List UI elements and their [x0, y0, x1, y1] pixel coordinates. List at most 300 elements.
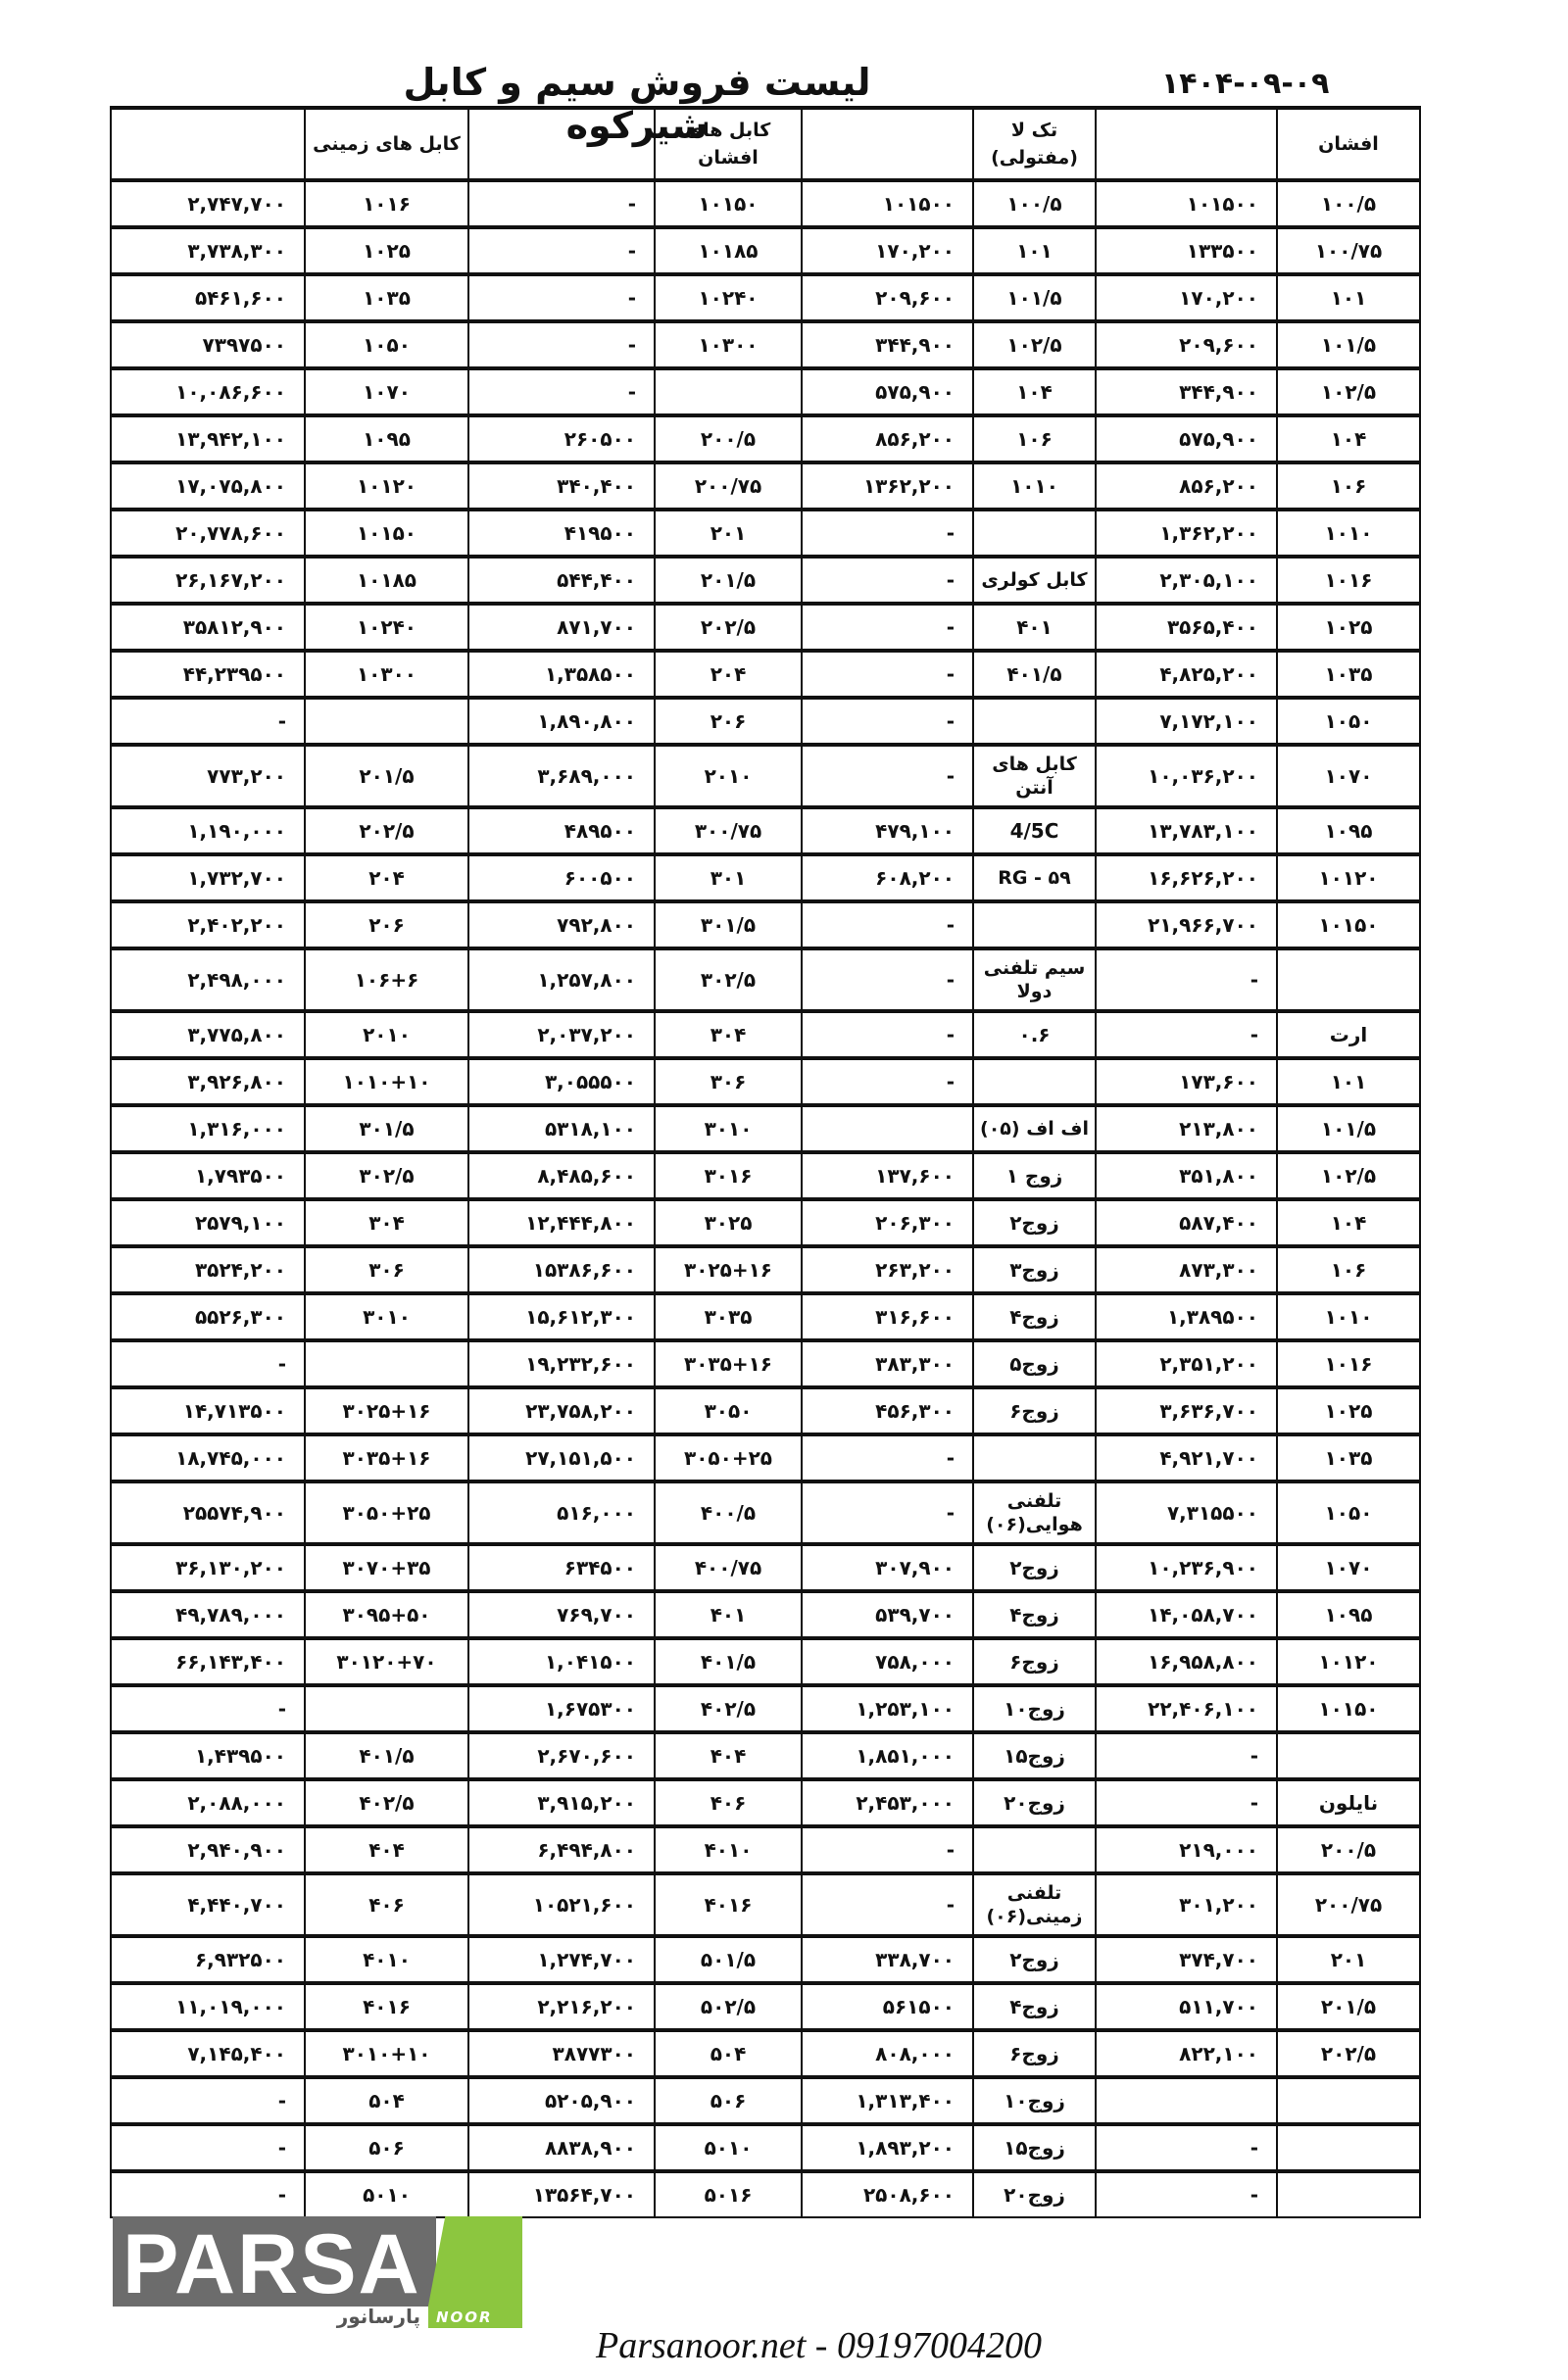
price-cell: -	[468, 274, 655, 321]
size-cell: ۲۰۰/۵	[1277, 1826, 1420, 1873]
price-cell: ۱۱,۰۱۹,۰۰۰	[111, 1983, 305, 2030]
price-cell: ۸۸۳۸,۹۰۰	[468, 2124, 655, 2171]
price-cell: ۲۶,۱۶۷,۲۰۰	[111, 557, 305, 604]
table-row	[111, 274, 1420, 321]
size-cell	[1277, 2124, 1420, 2171]
size-cell: زوج ۱	[973, 1152, 1096, 1199]
size-cell: ۳۰۴	[305, 1199, 468, 1246]
price-cell: ۶۳۴۵۰۰	[468, 1544, 655, 1591]
header-cell	[468, 108, 655, 180]
price-cell: ۳۰۷,۹۰۰	[802, 1544, 973, 1591]
price-cell: ۱,۳۶۲,۲۰۰	[1096, 510, 1277, 557]
size-cell: ۲۰۱۰	[655, 745, 802, 807]
size-cell: ۳۰۱۰	[655, 1105, 802, 1152]
price-cell: ۲۷,۱۵۱,۵۰۰	[468, 1434, 655, 1481]
size-cell: نایلون	[1277, 1779, 1420, 1826]
price-cell: ۶۰۸,۲۰۰	[802, 854, 973, 901]
size-cell: ۴۰۲/۵	[655, 1685, 802, 1732]
price-cell: ۲۲,۴۰۶,۱۰۰	[1096, 1685, 1277, 1732]
size-cell: ۱۰۱/۵	[1277, 321, 1420, 368]
size-cell: ۵۰۱/۵	[655, 1936, 802, 1983]
size-cell: اف اف (۰۵)	[973, 1105, 1096, 1152]
size-cell: ۴زوج	[973, 1293, 1096, 1340]
price-cell: ۱,۸۹۳,۲۰۰	[802, 2124, 973, 2171]
table-row	[111, 1685, 1420, 1732]
size-cell: ۱۰۴	[1277, 415, 1420, 462]
table-row	[111, 1246, 1420, 1293]
table-row	[111, 1779, 1420, 1826]
size-cell: ۵۰۱۰	[655, 2124, 802, 2171]
price-cell: ۳۴۴,۹۰۰	[1096, 368, 1277, 415]
price-cell: -	[802, 557, 973, 604]
size-cell: ۳۰۲/۵	[305, 1152, 468, 1199]
price-cell: ۷,۱۷۲,۱۰۰	[1096, 698, 1277, 745]
size-cell: ۴۰۶	[655, 1779, 802, 1826]
price-cell: ۸۵۶,۲۰۰	[802, 415, 973, 462]
table-row	[111, 1152, 1420, 1199]
header-underground-cables: کابل های زمینی	[305, 108, 468, 180]
size-cell: ۱۰۶	[973, 415, 1096, 462]
table-row	[111, 1544, 1420, 1591]
size-cell: ۱۰۶	[1277, 1246, 1420, 1293]
price-cell: ۶۰۰۵۰۰	[468, 854, 655, 901]
size-cell: ۱۰۳۰۰	[655, 321, 802, 368]
price-cell: ۸۰۸,۰۰۰	[802, 2030, 973, 2077]
table-row	[111, 854, 1420, 901]
size-cell	[1277, 1732, 1420, 1779]
price-cell: -	[1096, 1779, 1277, 1826]
table-row	[111, 948, 1420, 1011]
price-cell: ۱۷۰,۲۰۰	[802, 227, 973, 274]
price-cell: ۲,۶۷۰,۶۰۰	[468, 1732, 655, 1779]
price-cell: -	[111, 2171, 305, 2217]
table-row	[111, 604, 1420, 651]
size-cell: ۱۰۲/۵	[1277, 368, 1420, 415]
size-cell: ۳۰۶	[655, 1058, 802, 1105]
price-cell: -	[111, 698, 305, 745]
price-cell: ۵۳۱۸,۱۰۰	[468, 1105, 655, 1152]
price-cell: ۲,۴۹۸,۰۰۰	[111, 948, 305, 1011]
price-cell: ۳۰۱,۲۰۰	[1096, 1873, 1277, 1936]
size-cell	[1277, 2077, 1420, 2124]
size-cell: تلفنی هوایی(۰۶)	[973, 1481, 1096, 1544]
size-cell: ۱۰۱۵۰	[1277, 1685, 1420, 1732]
size-cell: ۴۰۱/۵	[655, 1638, 802, 1685]
price-cell: ۶,۹۳۲۵۰۰	[111, 1936, 305, 1983]
price-cell: ۷,۱۴۵,۴۰۰	[111, 2030, 305, 2077]
price-cell: ۲,۳۵۱,۲۰۰	[1096, 1340, 1277, 1387]
size-cell: ۳۰۲۵+۱۶	[655, 1246, 802, 1293]
price-cell: ۱,۲۵۷,۸۰۰	[468, 948, 655, 1011]
table-row	[111, 1293, 1420, 1340]
price-cell: ۸۲۲,۱۰۰	[1096, 2030, 1277, 2077]
size-cell: ۵۰۱۰	[305, 2171, 468, 2217]
table-header-row	[111, 108, 1420, 180]
size-cell: ۴۰۰/۷۵	[655, 1544, 802, 1591]
size-cell: ارت	[1277, 1011, 1420, 1058]
price-cell: ۳۸۳,۳۰۰	[802, 1340, 973, 1387]
price-cell: -	[468, 321, 655, 368]
size-cell: ۱۰۱۸۵	[305, 557, 468, 604]
size-cell: ۱۰۵۰	[1277, 1481, 1420, 1544]
price-cell: -	[468, 180, 655, 227]
price-cell: ۵۳۹,۷۰۰	[802, 1591, 973, 1638]
size-cell: ۲۰۰/۷۵	[1277, 1873, 1420, 1936]
size-cell: ۳۰۶	[305, 1246, 468, 1293]
table-row	[111, 368, 1420, 415]
size-cell: ۱۰۱۵۰	[1277, 901, 1420, 948]
price-cell: ۸,۴۸۵,۶۰۰	[468, 1152, 655, 1199]
size-cell: ۱۰۹۵	[1277, 1591, 1420, 1638]
price-cell: ۱,۴۳۹۵۰۰	[111, 1732, 305, 1779]
price-cell: -	[802, 901, 973, 948]
size-cell: ۱۰۷۰	[1277, 745, 1420, 807]
price-cell: ۷۷۳,۲۰۰	[111, 745, 305, 807]
size-cell: ۲۰۴	[305, 854, 468, 901]
table-row	[111, 510, 1420, 557]
size-cell: ۳۰۱۰+۱۰	[305, 2030, 468, 2077]
price-cell: ۷۹۲,۸۰۰	[468, 901, 655, 948]
size-cell: ۲۰۱/۵	[655, 557, 802, 604]
price-cell: ۱,۳۸۹۵۰۰	[1096, 1293, 1277, 1340]
price-cell: ۱۳۵۶۴,۷۰۰	[468, 2171, 655, 2217]
price-cell: ۲۱,۹۶۶,۷۰۰	[1096, 901, 1277, 948]
size-cell: ۱۰۳۵	[305, 274, 468, 321]
size-cell: ۳زوج	[973, 1246, 1096, 1293]
size-cell: ۵۰۴	[305, 2077, 468, 2124]
price-cell: ۱,۳۵۸۵۰۰	[468, 651, 655, 698]
price-cell: -	[802, 1826, 973, 1873]
price-cell: ۲۳,۷۵۸,۲۰۰	[468, 1387, 655, 1434]
price-cell: ۲۱۳,۸۰۰	[1096, 1105, 1277, 1152]
size-cell: ۱۰۷۰	[1277, 1544, 1420, 1591]
price-cell: ۲,۰۳۷,۲۰۰	[468, 1011, 655, 1058]
price-cell: ۱۰,۰۸۶,۶۰۰	[111, 368, 305, 415]
price-cell: ۱,۶۷۵۳۰۰	[468, 1685, 655, 1732]
size-cell: ۴۰۱۶	[655, 1873, 802, 1936]
size-cell: ۱۰۶	[1277, 462, 1420, 510]
price-cell: ۱۳۳۵۰۰	[1096, 227, 1277, 274]
table-row	[111, 557, 1420, 604]
price-cell: ۱۰۱۵۰۰	[1096, 180, 1277, 227]
size-cell: ۲۰۴	[655, 651, 802, 698]
size-cell: ۱۰۳۰۰	[305, 651, 468, 698]
size-cell: ۱۰۵۰	[305, 321, 468, 368]
price-cell: ۵۷۵,۹۰۰	[1096, 415, 1277, 462]
price-cell: -	[802, 698, 973, 745]
size-cell	[973, 1826, 1096, 1873]
size-cell: ۲زوج	[973, 1936, 1096, 1983]
price-cell: ۲,۴۰۲,۲۰۰	[111, 901, 305, 948]
price-cell: -	[802, 1481, 973, 1544]
price-cell: ۲۰۶,۳۰۰	[802, 1199, 973, 1246]
price-cell: ۸۷۳,۳۰۰	[1096, 1246, 1277, 1293]
size-cell: ۵زوج	[973, 1340, 1096, 1387]
size-cell: ۴زوج	[973, 1983, 1096, 2030]
size-cell: ۴۰۶	[305, 1873, 468, 1936]
size-cell	[1277, 2171, 1420, 2217]
size-cell	[973, 901, 1096, 948]
price-cell: ۲۶۰۵۰۰	[468, 415, 655, 462]
size-cell: ۲۰۶	[305, 901, 468, 948]
size-cell: ۱۰۶+۶	[305, 948, 468, 1011]
logo-wordmark: PARSA	[122, 2217, 421, 2311]
table-row	[111, 2124, 1420, 2171]
size-cell: ۲۰۱/۵	[305, 745, 468, 807]
price-cell: ۱۷۳,۶۰۰	[1096, 1058, 1277, 1105]
price-cell: -	[802, 604, 973, 651]
table-row	[111, 2171, 1420, 2217]
price-cell: ۲,۴۵۳,۰۰۰	[802, 1779, 973, 1826]
size-cell: ۴۰۴	[655, 1732, 802, 1779]
price-cell: -	[802, 510, 973, 557]
size-cell: ۳۰۳۵+۱۶	[305, 1434, 468, 1481]
price-cell: ۱۵۳۸۶,۶۰۰	[468, 1246, 655, 1293]
price-cell: -	[802, 1011, 973, 1058]
price-cell: ۴۹,۷۸۹,۰۰۰	[111, 1591, 305, 1638]
size-cell: ۱۰زوج	[973, 2077, 1096, 2124]
price-cell: ۱۳,۷۸۳,۱۰۰	[1096, 807, 1277, 854]
price-cell: -	[468, 368, 655, 415]
size-cell: ۶زوج	[973, 1387, 1096, 1434]
price-cell: ۲۶۳,۲۰۰	[802, 1246, 973, 1293]
price-cell: ۱,۱۹۰,۰۰۰	[111, 807, 305, 854]
price-cell: ۲,۲۱۶,۲۰۰	[468, 1983, 655, 2030]
price-cell: ۱,۳۱۶,۰۰۰	[111, 1105, 305, 1152]
size-cell: ۱۰۱/۵	[1277, 1105, 1420, 1152]
price-cell: ۳,۹۲۶,۸۰۰	[111, 1058, 305, 1105]
size-cell: ۱۰۱	[973, 227, 1096, 274]
price-cell: ۵۸۷,۴۰۰	[1096, 1199, 1277, 1246]
price-cell: ۱,۰۴۱۵۰۰	[468, 1638, 655, 1685]
table-row	[111, 1732, 1420, 1779]
price-cell: ۵۷۵,۹۰۰	[802, 368, 973, 415]
size-cell: ۲زوج	[973, 1544, 1096, 1591]
size-cell: ۳۰۴	[655, 1011, 802, 1058]
size-cell: ۱۰۷۰	[305, 368, 468, 415]
price-cell: ۱,۲۷۴,۷۰۰	[468, 1936, 655, 1983]
size-cell: ۱۰۰/۷۵	[1277, 227, 1420, 274]
price-cell: ۲۰۹,۶۰۰	[1096, 321, 1277, 368]
header-flexible-wire: افشان	[1277, 108, 1420, 180]
size-cell: ۱۰۲۵	[305, 227, 468, 274]
price-cell: ۵۱۱,۷۰۰	[1096, 1983, 1277, 2030]
size-cell: ۲۰۱	[655, 510, 802, 557]
size-cell: ۳۰۲۵+۱۶	[305, 1387, 468, 1434]
size-cell: کابل های آنتن	[973, 745, 1096, 807]
price-cell: ۲۰,۷۷۸,۶۰۰	[111, 510, 305, 557]
table-row	[111, 1873, 1420, 1936]
price-cell: ۳۵۱,۸۰۰	[1096, 1152, 1277, 1199]
size-cell	[973, 698, 1096, 745]
price-cell: ۲۵۷۹,۱۰۰	[111, 1199, 305, 1246]
size-cell: ۱۰۹۵	[1277, 807, 1420, 854]
logo-persian-name: پارسانور	[336, 2305, 420, 2328]
table-row	[111, 745, 1420, 807]
size-cell: ۳۰۹۵+۵۰	[305, 1591, 468, 1638]
size-cell: ۴۰۱۰	[655, 1826, 802, 1873]
size-cell: ۲۰۱	[1277, 1936, 1420, 1983]
size-cell: ۱۰۱۲۰	[1277, 1638, 1420, 1685]
table-row	[111, 1983, 1420, 2030]
size-cell: ۵۰۲/۵	[655, 1983, 802, 2030]
price-cell: ۱۰,۲۳۶,۹۰۰	[1096, 1544, 1277, 1591]
size-cell	[1277, 948, 1420, 1011]
size-cell: ۳۰۱/۵	[655, 901, 802, 948]
table-row	[111, 698, 1420, 745]
size-cell: ۲۰۱/۵	[1277, 1983, 1420, 2030]
price-cell: ۱۳۶۲,۲۰۰	[802, 462, 973, 510]
price-cell: ۶۶,۱۴۳,۴۰۰	[111, 1638, 305, 1685]
price-cell: ۱۳۷,۶۰۰	[802, 1152, 973, 1199]
price-cell: ۱۵,۶۱۲,۳۰۰	[468, 1293, 655, 1340]
size-cell: ۳۰۵۰+۲۵	[305, 1481, 468, 1544]
price-cell: -	[802, 745, 973, 807]
price-cell: ۷۵۸,۰۰۰	[802, 1638, 973, 1685]
price-table	[110, 106, 1421, 2218]
size-cell: ۱۰۱۲۰	[305, 462, 468, 510]
size-cell: ۵۰۶	[305, 2124, 468, 2171]
price-cell: ۱۲,۴۴۴,۸۰۰	[468, 1199, 655, 1246]
price-cell: ۱,۷۳۲,۷۰۰	[111, 854, 305, 901]
price-cell: ۱۹,۲۳۲,۶۰۰	[468, 1340, 655, 1387]
price-cell: ۳۸۷۷۳۰۰	[468, 2030, 655, 2077]
size-cell: ۱۰۱۵۰	[655, 180, 802, 227]
price-cell: ۳۳۸,۷۰۰	[802, 1936, 973, 1983]
price-cell: ۳۵۲۴,۲۰۰	[111, 1246, 305, 1293]
price-cell: -	[1096, 1011, 1277, 1058]
size-cell: ۱۰۱۶	[305, 180, 468, 227]
size-cell	[973, 510, 1096, 557]
size-cell: ۳۰۵۰+۲۵	[655, 1434, 802, 1481]
price-cell: ۳۴۰,۴۰۰	[468, 462, 655, 510]
header-cell	[111, 108, 305, 180]
price-cell: ۳۵۶۵,۴۰۰	[1096, 604, 1277, 651]
size-cell: ۱۰۱۰+۱۰	[305, 1058, 468, 1105]
size-cell	[305, 1340, 468, 1387]
size-cell: ۱۰۳۵	[1277, 1434, 1420, 1481]
price-cell: ۴,۸۲۵,۲۰۰	[1096, 651, 1277, 698]
size-cell: ۴۰۱	[655, 1591, 802, 1638]
size-cell: ۱۰۲/۵	[1277, 1152, 1420, 1199]
size-cell: ۵۰۱۶	[655, 2171, 802, 2217]
size-cell: ۵۰۴	[655, 2030, 802, 2077]
price-cell: ۱,۳۱۳,۴۰۰	[802, 2077, 973, 2124]
size-cell: ۳۰۳۵+۱۶	[655, 1340, 802, 1387]
size-cell: ۱۰زوج	[973, 1685, 1096, 1732]
price-cell	[802, 1105, 973, 1152]
size-cell: ۲۰۲/۵	[655, 604, 802, 651]
table-row	[111, 2030, 1420, 2077]
parsanoor-logo	[113, 2216, 522, 2328]
contact-line: Parsanoor.net - 09197004200	[596, 2325, 1042, 2366]
size-cell: ۲۰۲/۵	[1277, 2030, 1420, 2077]
price-cell: ۴۴,۲۳۹۵۰۰	[111, 651, 305, 698]
size-cell: سیم تلفنی دولا	[973, 948, 1096, 1011]
price-cell: ۱۴,۰۵۸,۷۰۰	[1096, 1591, 1277, 1638]
price-cell: -	[1096, 2124, 1277, 2171]
price-cell: ۴۱۹۵۰۰	[468, 510, 655, 557]
size-cell	[973, 1058, 1096, 1105]
size-cell: ۴۰۱/۵	[305, 1732, 468, 1779]
price-cell: ۳,۰۵۵۵۰۰	[468, 1058, 655, 1105]
size-cell	[305, 1685, 468, 1732]
size-cell: ۱۰۲۴۰	[655, 274, 802, 321]
size-cell: ۲۰۰/۷۵	[655, 462, 802, 510]
price-cell: -	[802, 1058, 973, 1105]
size-cell: ۱۰۵۰	[1277, 698, 1420, 745]
price-cell: ۸۷۱,۷۰۰	[468, 604, 655, 651]
price-cell: ۴۷۹,۱۰۰	[802, 807, 973, 854]
size-cell: ۱۰۹۵	[305, 415, 468, 462]
price-cell: ۲۵۰۸,۶۰۰	[802, 2171, 973, 2217]
price-cell: -	[111, 1340, 305, 1387]
table-row	[111, 651, 1420, 698]
price-cell: -	[802, 948, 973, 1011]
price-cell: ۱۷۰,۲۰۰	[1096, 274, 1277, 321]
price-cell: ۵۵۲۶,۳۰۰	[111, 1293, 305, 1340]
size-cell: ۱۰۱۵۰	[305, 510, 468, 557]
size-cell	[305, 698, 468, 745]
size-cell: ۱۰۱۰	[973, 462, 1096, 510]
price-cell: ۱۳,۹۴۲,۱۰۰	[111, 415, 305, 462]
price-cell: ۳۵۸۱۲,۹۰۰	[111, 604, 305, 651]
table-row	[111, 807, 1420, 854]
size-cell: ۶زوج	[973, 2030, 1096, 2077]
size-cell: ۴۰۱۰	[305, 1936, 468, 1983]
size-cell: ۳۰۵۰	[655, 1387, 802, 1434]
table-row	[111, 1199, 1420, 1246]
price-cell: ۷۶۹,۷۰۰	[468, 1591, 655, 1638]
price-cell: -	[111, 2124, 305, 2171]
header-flexible-cables: کابل های افشان	[655, 108, 802, 180]
size-cell: ۲۰۶	[655, 698, 802, 745]
price-cell: ۲,۹۴۰,۹۰۰	[111, 1826, 305, 1873]
price-cell: ۳,۶۸۹,۰۰۰	[468, 745, 655, 807]
size-cell: ۱۰۴	[973, 368, 1096, 415]
price-cell: ۱۰,۰۳۶,۲۰۰	[1096, 745, 1277, 807]
price-cell: ۵۴۴,۴۰۰	[468, 557, 655, 604]
table-row	[111, 1058, 1420, 1105]
size-cell: ۲زوج	[973, 1199, 1096, 1246]
header-cell	[1096, 108, 1277, 180]
price-cell: ۷۳۹۷۵۰۰	[111, 321, 305, 368]
price-cell: ۱,۸۹۰,۸۰۰	[468, 698, 655, 745]
size-cell: ۳۰۲/۵	[655, 948, 802, 1011]
price-cell: ۷,۳۱۵۵۰۰	[1096, 1481, 1277, 1544]
size-cell: ۶زوج	[973, 1638, 1096, 1685]
size-cell: ۴۰۰/۵	[655, 1481, 802, 1544]
size-cell: ۲۰۰/۵	[655, 415, 802, 462]
price-cell: -	[802, 1434, 973, 1481]
size-cell: ۴۰۴	[305, 1826, 468, 1873]
size-cell: ۴۰۱	[973, 604, 1096, 651]
price-cell: ۲۵۵۷۴,۹۰۰	[111, 1481, 305, 1544]
size-cell: ۳۰۷۰+۳۵	[305, 1544, 468, 1591]
size-cell: RG - ۵۹	[973, 854, 1096, 901]
size-cell: ۱۰۱/۵	[973, 274, 1096, 321]
table-row	[111, 1481, 1420, 1544]
price-cell: ۱۰۵۲۱,۶۰۰	[468, 1873, 655, 1936]
price-cell: ۳,۶۳۶,۷۰۰	[1096, 1387, 1277, 1434]
price-cell: ۲,۳۰۵,۱۰۰	[1096, 557, 1277, 604]
header-solid-wire: تک لا (مفتولی)	[973, 108, 1096, 180]
document-date: ۱۴۰۴-۰۹-۰۹	[1161, 67, 1330, 101]
size-cell: ۱۰۲۵	[1277, 604, 1420, 651]
size-cell: 4/5C	[973, 807, 1096, 854]
price-cell: ۵۲۰۵,۹۰۰	[468, 2077, 655, 2124]
price-cell: ۳,۷۷۵,۸۰۰	[111, 1011, 305, 1058]
